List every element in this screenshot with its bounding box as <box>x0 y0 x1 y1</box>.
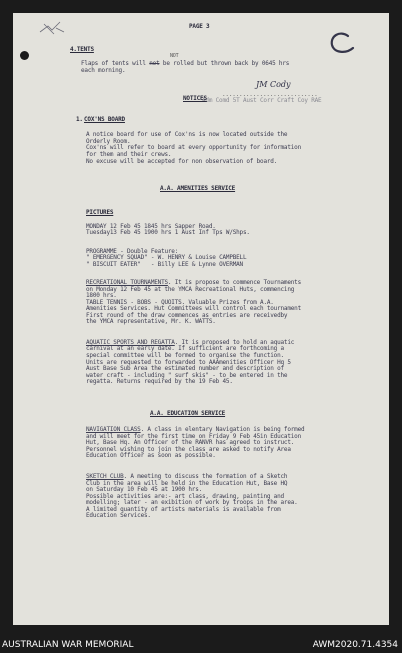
recreational-line: Amenities Services. Hut Committees will control each tournament <box>86 305 301 312</box>
sketch-line: A limited quantity of artists materials is available from <box>86 506 281 513</box>
aquatic-line: water craft - including " surf skis" - to be entered in the <box>86 372 288 379</box>
archive-footer <box>0 634 402 653</box>
aa-education-heading: A.A. EDUCATION SERVICE <box>150 410 226 417</box>
sketch-title: SKETCH CLUB <box>86 473 124 480</box>
pictures-line: MONDAY 12 Feb 45 1845 hrs Sapper Road. <box>86 223 216 230</box>
aquatic-line: special committee will be formed to organise the function. <box>86 352 284 359</box>
aquatic-line: carnival at an early date. If sufficient are forthcoming a <box>86 345 284 352</box>
punch-hole <box>20 51 29 60</box>
recreational-line-1: RECREATIONAL TOURNAMENTS. It is propose to commence Tournaments <box>86 279 301 286</box>
navigation-line: Personnel wishing to join the class are asked to notify Area <box>86 446 291 453</box>
page-label: PAGE 3 <box>189 23 210 30</box>
aquatic-title: AQUATIC SPORTS AND REGATTA <box>86 339 175 346</box>
aquatic-line-1: AQUATIC SPORTS AND REGATTA. It is proposed to hold an aquatic <box>86 339 295 346</box>
struck-word: not <box>149 60 160 67</box>
recreational-line: on Monday 12 Feb 45 at the YMCA Recreational Huts, commencing <box>86 286 295 293</box>
pen-scribble <box>38 20 68 38</box>
navigation-title: NAVIGATION CLASS <box>86 426 141 433</box>
signature-block: Adm Comd 5T Aust Corr Craft Coy RAE <box>202 97 322 104</box>
programme-line: " BISCUIT EATER" - Billy LEE & Lynne OVERMAN <box>86 261 243 268</box>
signature-dots: ............................ <box>222 91 318 98</box>
footer-source: AUSTRALIAN WAR MEMORIAL <box>2 640 134 650</box>
navigation-line: Hut, Base Hq. An Officer of the RANVR has agreed to instruct. <box>86 439 295 446</box>
section-4-line-1: Flaps of tents will not be rolled but thrown back by 0645 hrs <box>81 60 290 67</box>
sketch-line: Club in the area will be held in the Education Hut, Base HQ <box>86 480 288 487</box>
section-4-line-2: each morning. <box>81 67 126 74</box>
sketch-line: Education Services. <box>86 512 151 519</box>
circled-c-mark <box>326 30 358 56</box>
aa-amenities-heading: A.A. AMENITIES SERVICE <box>160 185 236 192</box>
recreational-line: 1800 hrs. <box>86 292 117 299</box>
pictures-title: PICTURES <box>86 209 114 216</box>
coxns-title: COX'NS BOARD <box>84 116 125 123</box>
aquatic-line: Units are requested to forwarded to AAAmenities Officer Hq 5 <box>86 359 291 366</box>
coxns-line: Cox'ns will refer to board at every opportunity for information <box>86 144 301 151</box>
pictures-line: Tuesday13 Feb 45 1900 hrs 1 Aust Inf Tps W/Shps. <box>86 229 250 236</box>
coxns-line: No excuse will be accepted for non observation of board. <box>86 158 278 165</box>
coxns-number: 1. <box>76 116 83 123</box>
recreational-title: RECREATIONAL TOURNAMENTS <box>86 279 168 286</box>
notices-heading: NOTICES <box>183 95 207 102</box>
programme-line: PROGRAMME - Double Feature: <box>86 248 179 255</box>
navigation-line: and will meet for the first time on Friday 9 Feb 45in Education <box>86 433 301 440</box>
navigation-line: Education Officer as soon as possible. <box>86 452 216 459</box>
sketch-line-1: SKETCH CLUB. A meeting to discuss the formation of a Sketch <box>86 473 288 480</box>
coxns-line: A notice board for use of Cox'ns is now located outside the <box>86 131 288 138</box>
aquatic-line: Aust Base Sub Area the estimated number and description of <box>86 365 284 372</box>
signature-handwriting: JM Cody <box>256 80 291 89</box>
coxns-line: Orderly Room. <box>86 138 131 145</box>
inserted-word: NOT <box>170 53 179 59</box>
recreational-line: the YMCA representative, Mr. K. WATTS. <box>86 318 216 325</box>
sketch-line: on Saturday 10 Feb 45 at 1900 hrs. <box>86 486 203 493</box>
sketch-line: Possible activities are:- art class, drawing, painting and <box>86 493 284 500</box>
recreational-line: TABLE TENNIS - BOBS - QUOITS. Valuable Prizes from A.A. <box>86 299 274 306</box>
navigation-line-1: NAVIGATION CLASS. A class in elentary Navigation is being formed <box>86 426 305 433</box>
aquatic-line: regatta. Returns required by the 19 Feb 45. <box>86 378 233 385</box>
recreational-line: First round of the draw commences as entries are receivedby <box>86 312 288 319</box>
section-4-title: 4.TENTS <box>70 46 94 53</box>
footer-accession-number: AWM2020.71.4354 <box>312 640 398 650</box>
programme-line: " EMERGENCY SQUAD" - W. HENRY & Louise CAMPBELL <box>86 254 247 261</box>
sketch-line: modelling; later - an exibition of work by troops in the area. <box>86 499 298 506</box>
coxns-line: for them and their crews. <box>86 151 172 158</box>
